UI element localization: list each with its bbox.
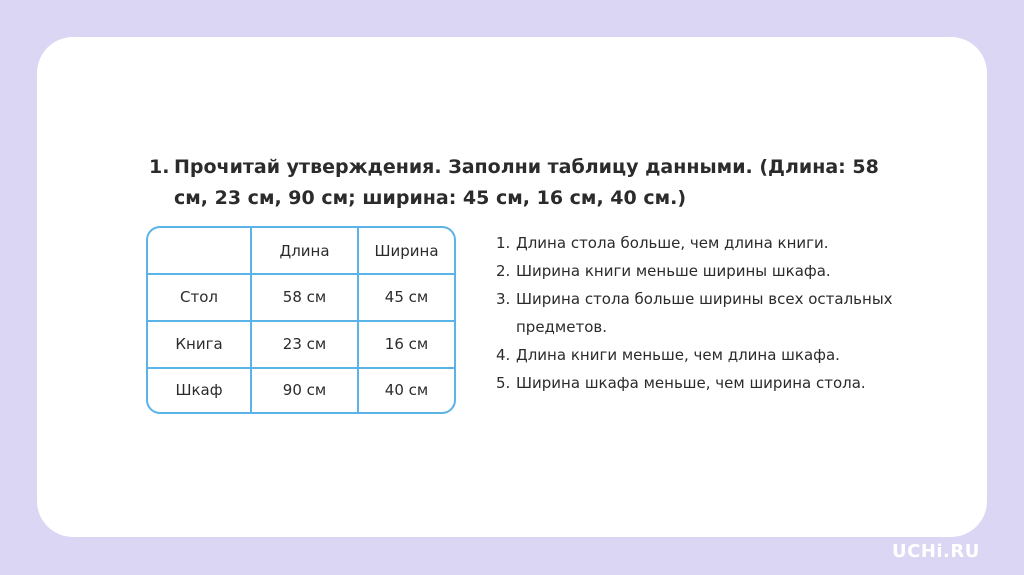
statements-list [496,229,896,397]
statement-item [496,341,896,369]
statement-item [496,229,896,257]
task-text: Прочитай утверждения. Заполни таблицу данными. (Длина: 58 см, 23 см, 90 см; ширина: 45 см, 16 см, 40 см.) [174,156,879,209]
statement-text: Ширина шкафа меньше, чем ширина стола. [516,374,866,392]
uchi-logo: UCHi.RU [892,541,980,562]
table-row [148,321,454,368]
table-cell: 45 см [358,274,454,321]
table-row [148,274,454,321]
statement-number: 4. [496,346,511,364]
table-row [148,368,454,412]
statement-item [496,257,896,285]
statement-text: Ширина книги меньше ширины шкафа. [516,262,831,280]
statement-number: 5. [496,374,511,392]
task-number: 1. [149,156,170,178]
statement-number: 3. [496,290,511,308]
table-cell: 90 см [251,368,358,412]
table-header-cell: Длина [251,228,358,274]
table-header-cell [148,228,251,274]
statement-number: 2. [496,262,511,280]
table-header-row [148,228,454,274]
table-cell: 16 см [358,321,454,368]
table-cell: Стол [148,274,251,321]
statement-item [496,369,896,397]
statement-text: Длина книги меньше, чем длина шкафа. [516,346,840,364]
table-cell: Книга [148,321,251,368]
task-heading [149,152,909,214]
table-cell: 40 см [358,368,454,412]
statement-item [496,285,896,341]
data-table [146,226,456,414]
statement-text: Ширина стола больше ширины всех остальных предметов. [516,290,893,336]
table-cell: 23 см [251,321,358,368]
table-cell: 58 см [251,274,358,321]
table-header-cell: Ширина [358,228,454,274]
table-cell: Шкаф [148,368,251,412]
statement-text: Длина стола больше, чем длина книги. [516,234,829,252]
statement-number: 1. [496,234,511,252]
